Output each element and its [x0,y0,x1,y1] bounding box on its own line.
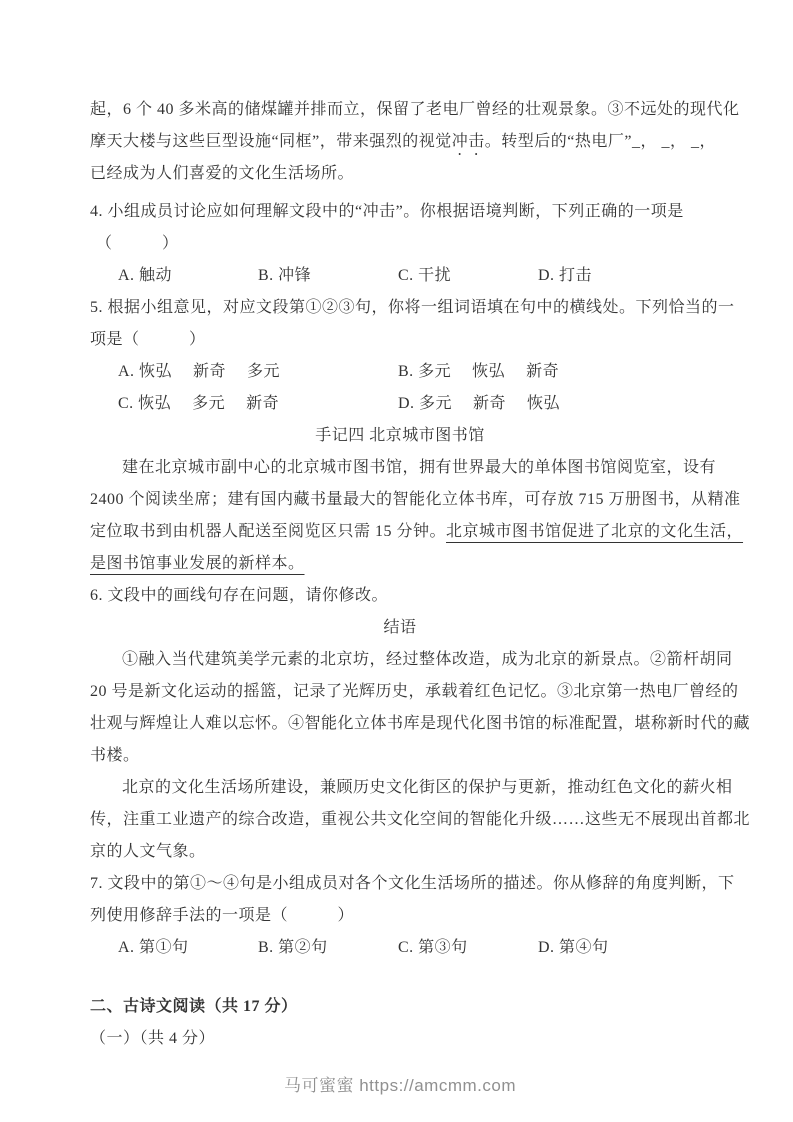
question7-option-d: D. 第④句 [538,939,609,956]
conclusion-line-5: 北京的文化生活场所建设，兼顾历史文化街区的保护与更新，推动红色文化的薪火相 [122,779,733,796]
underlined-sentence-part1: 北京城市图书馆促进了北京的文化生活， [446,523,744,540]
intro-line-2-pre: 摩天大楼与这些巨型设施“同框”，带来强烈的视觉 [90,133,452,150]
footer-watermark: 马可蜜蜜 https://amcmm.com [283,1076,517,1095]
question4-options-row [90,260,710,292]
passage-title: 手记四 北京城市图书馆 [315,427,485,444]
question5-options-row1 [90,356,710,388]
question4-option-b: B. 冲锋 [258,267,312,284]
question7-stem-line1: 7. 文段中的第①～④句是小组成员对各个文化生活场所的描述。你从修辞的角度判断，下 [90,875,735,892]
library-line-2: 2400 个阅读坐席；建有国内藏书量最大的智能化立体书库，可存放 715 万册图书，从精准 [90,491,741,508]
conclusion-line-2: 20 号是新文化运动的摇篮，记录了光辉历史，承载着红色记忆。③北京第一热电厂曾经的 [90,683,739,700]
question5-options-row2 [90,388,710,420]
conclusion-line-1: ①融入当代建筑美学元素的北京坊，经过整体改造，成为北京的新景点。②箭杆胡同 [122,651,733,668]
question7-option-a: A. 第①句 [118,939,189,956]
library-line-4 [90,548,710,580]
conclusion-title: 结语 [383,619,417,636]
conclusion-line-4: 书楼。 [90,747,140,764]
question7-option-b: B. 第②句 [258,939,328,956]
question5-option-b: B. 多元 恢弘 新奇 [398,363,560,380]
fill-in-blanks: _， _， _， [631,133,716,150]
question5-stem-line2: 项是（ ） [90,331,206,348]
intro-line-2 [90,126,716,158]
emphasized-word: 冲击 [451,133,485,150]
conclusion-line-7: 京的人文气象。 [90,843,206,860]
intro-line-3: 已经成为人们喜爱的文化生活场所。 [90,165,355,182]
library-line-1: 建在北京城市副中心的北京城市图书馆，拥有世界最大的单体图书馆阅览室，设有 [122,459,717,476]
section2-heading: 二、古诗文阅读（共 17 分） [90,998,298,1015]
section2-subheading: （一）（共 4 分） [90,1030,216,1047]
question5-option-a: A. 恢弘 新奇 多元 [118,363,281,380]
conclusion-line-3: 壮观与辉煌让人难以忘怀。④智能化立体书库是现代化图书馆的标准配置，堪称新时代的藏 [90,715,751,732]
question4-stem-line1: 4. 小组成员讨论应如何理解文段中的“冲击”。你根据语境判断，下列正确的一项是 [90,203,684,220]
question4-option-d: D. 打击 [538,267,593,284]
library-line-3 [90,516,744,548]
question5-option-d: D. 多元 新奇 恢弘 [398,395,561,412]
question6-stem: 6. 文段中的画线句存在问题，请你修改。 [90,587,389,604]
question7-options-row [90,932,710,964]
question7-option-c: C. 第③句 [398,939,468,956]
question5-stem-line1: 5. 根据小组意见，对应文段第①②③句，你将一组词语填在句中的横线处。下列恰当的一 [90,299,735,316]
conclusion-line-6: 传，注重工业遗产的综合改造，重视公共文化空间的智能化升级……这些无不展现出首都北 [90,811,751,828]
question4-answer-blank: （ ） [96,235,179,252]
question4-option-a: A. 触动 [118,267,173,284]
question7-stem-line2: 列使用修辞手法的一项是（ ） [90,907,355,924]
question4-option-c: C. 干扰 [398,267,452,284]
intro-line-2-post: 。转型后的“热电厂” [484,133,632,150]
intro-line-1: 起，6 个 40 多米高的储煤罐并排而立，保留了老电厂曾经的壮观景象。③不远处的现代化 [90,101,740,118]
question5-option-c: C. 恢弘 多元 新奇 [118,395,280,412]
underlined-sentence-part2: 是图书馆事业发展的新样本。 [90,555,305,572]
library-line-3-pre: 定位取书到由机器人配送至阅览区只需 15 分钟。 [90,523,447,540]
